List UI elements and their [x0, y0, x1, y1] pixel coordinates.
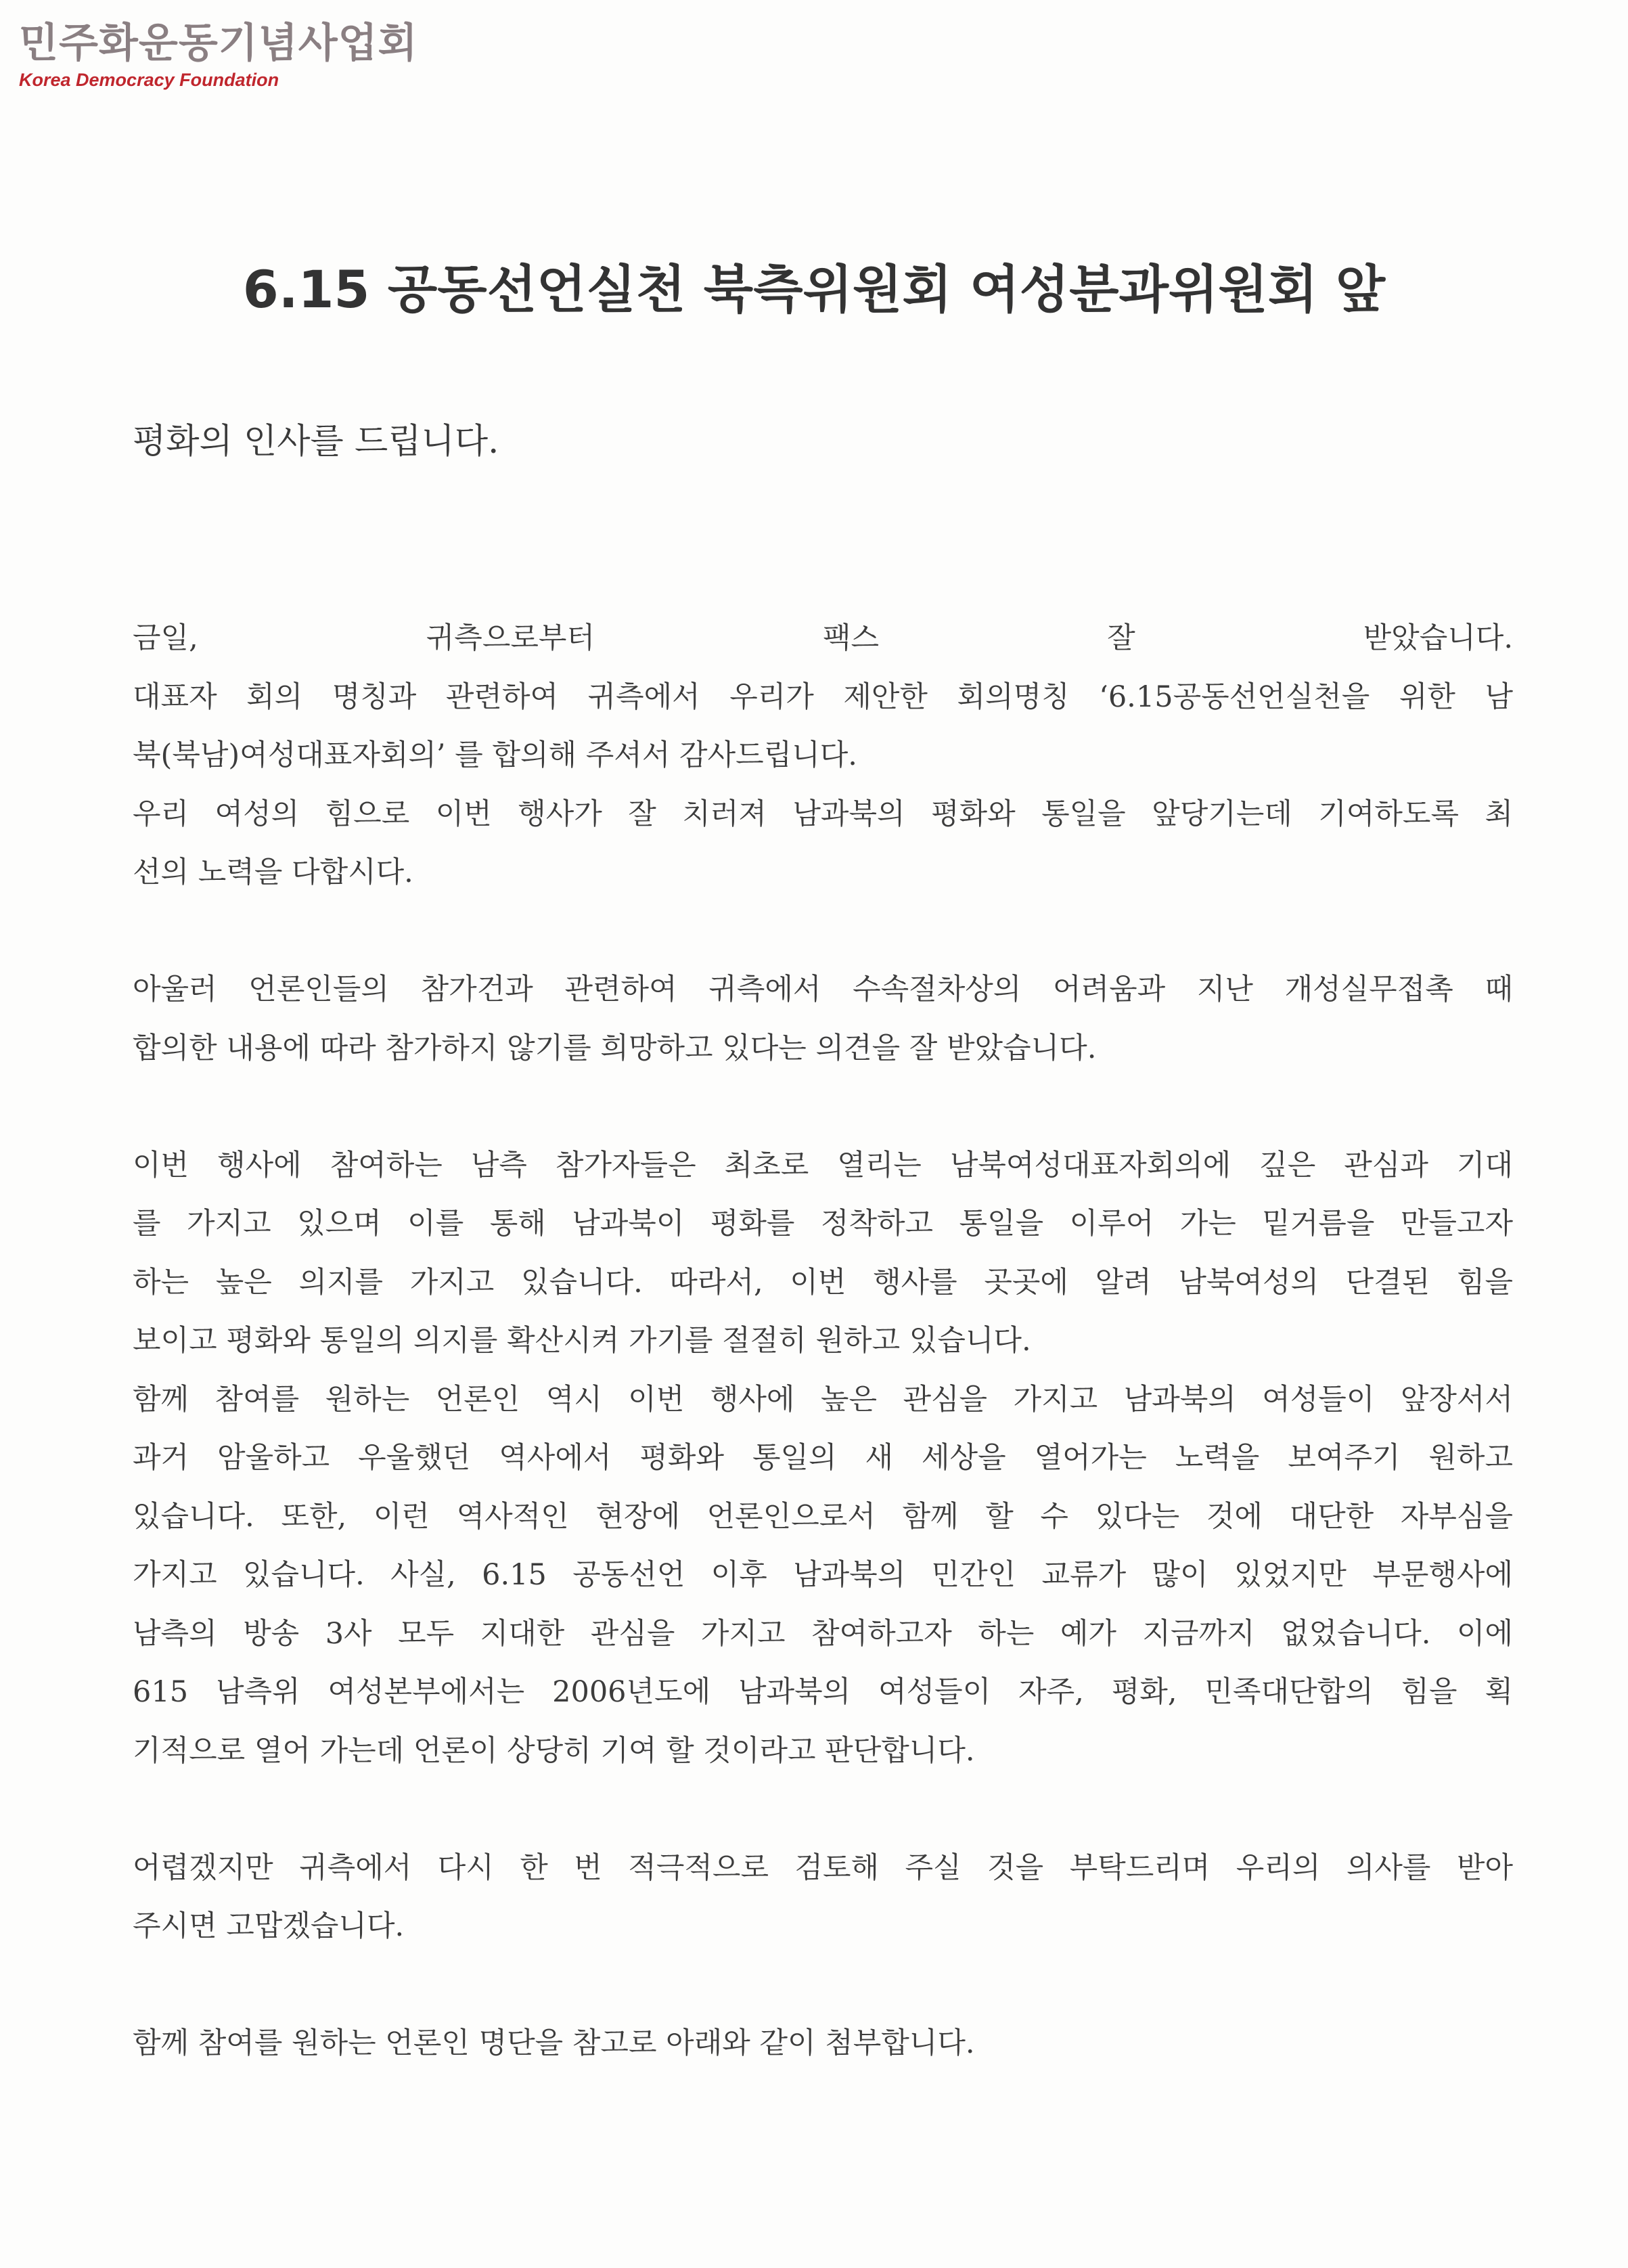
paragraph-gap	[133, 1780, 1513, 1839]
body-line: 기적으로 열어 가는데 언론이 상당히 기여 할 것이라고 판단합니다.	[133, 1733, 975, 1768]
body-line: 615 남측위 여성본부에서는 2006년도에 남과북의 여성들이 자주, 평화, 민족대단합의 힘을 획	[133, 1675, 1513, 1709]
body-line: 북(북남)여성대표자회의’ 를 합의해 주셔서 감사드립니다.	[133, 738, 857, 772]
body-line: 금일, 귀측으로부터 팩스 잘 받았습니다.	[133, 621, 1513, 655]
greeting-line: 평화의 인사를 드립니다.	[133, 422, 499, 462]
body-line: 함께 참여를 원하는 언론인 명단을 참고로 아래와 같이 첨부합니다.	[133, 2026, 975, 2060]
body-line: 선의 노력을 다합시다.	[133, 855, 413, 889]
foundation-logo	[19, 19, 418, 91]
body-line: 주시면 고맙겠습니다.	[133, 1909, 405, 1943]
paragraph-gap	[133, 902, 1513, 961]
paragraph-attachment-note	[133, 2014, 1513, 2073]
body-line: 이번 행사에 참여하는 남측 참가자들은 최초로 열리는 남북여성대표자회의에 깊은 관심과 기대	[133, 1148, 1513, 1182]
body-line: 를 가지고 있으며 이를 통해 남과북이 평화를 정착하고 통일을 이루어 가는 밑거름을 만들고자	[133, 1207, 1513, 1241]
body-line: 합의한 내용에 따라 참가하지 않기를 희망하고 있다는 의견을 잘 받았습니다.	[133, 1031, 1097, 1065]
paragraph-participant-interest	[133, 1136, 1513, 1781]
paragraph-fax-received	[133, 609, 1513, 902]
body-line: 어렵겠지만 귀측에서 다시 한 번 적극적으로 검토해 주실 것을 부탁드리며 우리의 의사를 받아	[133, 1850, 1513, 1885]
body-line: 대표자 회의 명칭과 관련하여 귀측에서 우리가 제안한 회의명칭 ‘6.15공동선언실천을 위한 남	[133, 680, 1513, 714]
body-line: 하는 높은 의지를 가지고 있습니다. 따라서, 이번 행사를 곳곳에 알려 남북여성의 단결된 힘을	[133, 1265, 1513, 1299]
body-line: 아울러 언론인들의 참가건과 관련하여 귀측에서 수속절차상의 어려움과 지난 개성실무접촉 때	[133, 973, 1513, 1006]
body-line: 우리 여성의 힘으로 이번 행사가 잘 치러져 남과북의 평화와 통일을 앞당기는데 기여하도록 최	[133, 797, 1513, 831]
paragraph-request-review	[133, 1839, 1513, 1956]
body-line: 가지고 있습니다. 사실, 6.15 공동선언 이후 남과북의 민간인 교류가 많이 있었지만 부문행사에	[133, 1558, 1513, 1592]
letter-body	[133, 609, 1513, 2073]
logo-korean-text: 민주화운동기념사업회	[19, 20, 418, 67]
body-line: 남측의 방송 3사 모두 지대한 관심을 가지고 참여하고자 하는 예가 지금까지 없었습니다. 이에	[133, 1616, 1513, 1651]
paragraph-gap	[133, 1077, 1513, 1136]
logo-english-text: Korea Democracy Foundation	[19, 70, 279, 90]
body-line: 보이고 평화와 통일의 의지를 확산시켜 가기를 절절히 원하고 있습니다.	[133, 1324, 1031, 1358]
paragraph-press-participation	[133, 960, 1513, 1077]
document-title: 6.15 공동선언실천 북측위원회 여성분과위원회 앞	[242, 259, 1386, 319]
body-line: 있습니다. 또한, 이런 역사적인 현장에 언론인으로서 함께 할 수 있다는 것에 대단한 자부심을	[133, 1499, 1513, 1534]
paragraph-gap	[133, 1956, 1513, 2015]
body-line: 함께 참여를 원하는 언론인 역시 이번 행사에 높은 관심을 가지고 남과북의 여성들이 앞장서서	[133, 1382, 1513, 1417]
body-line: 과거 암울하고 우울했던 역사에서 평화와 통일의 새 세상을 열어가는 노력을 보여주기 원하고	[133, 1441, 1513, 1475]
